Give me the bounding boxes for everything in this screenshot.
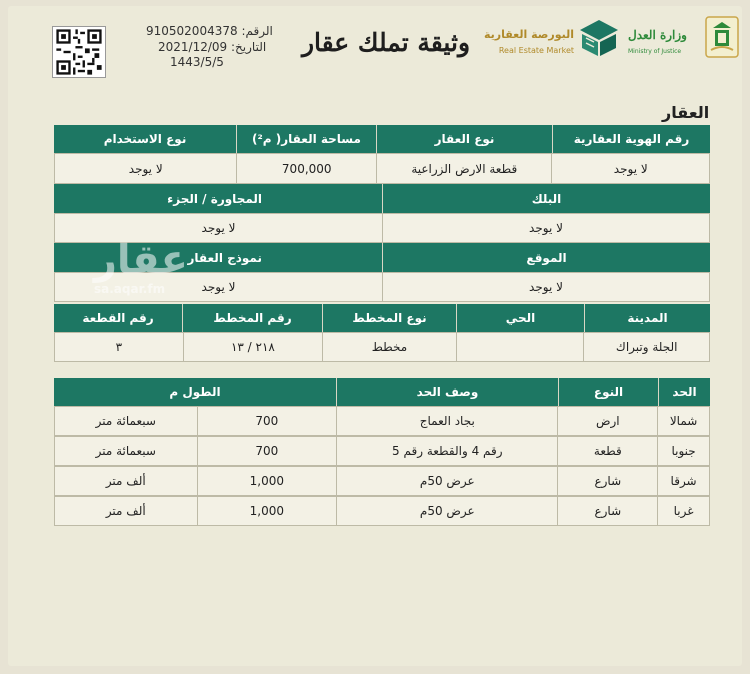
value-plan-number: ٢١٨ / ١٣ (183, 333, 323, 361)
value-block: لا يوجد (382, 214, 709, 242)
logo-market-en: Real Estate Market (498, 46, 574, 55)
logo-justice-ar: وزارة العدل (628, 28, 687, 42)
boundary-length-words: سبعمائة متر (95, 414, 156, 428)
boundary-length-number: 700 (197, 437, 337, 465)
header-length: الطول م (169, 385, 221, 399)
boundary-direction: جنوبا (657, 437, 709, 465)
boundary-length-words: ألف متر (105, 474, 146, 488)
watermark-text-en: sa.aqar.fm (94, 282, 166, 296)
header-boundary: الحد (658, 378, 710, 406)
header-boundary-description: وصف الحد (336, 378, 558, 406)
boundary-description: عرض 50م (336, 497, 557, 525)
table-row (54, 496, 710, 526)
boundary-length-number: 1,000 (197, 467, 337, 495)
value-property-id: لا يوجد (551, 154, 709, 183)
property-header-row-1 (54, 125, 710, 153)
logo-market-ar: البورصة العقارية (483, 28, 574, 41)
value-property-model: لا يوجد (201, 280, 236, 294)
boundary-direction: شمالا (657, 407, 709, 435)
property-header-row-2 (54, 184, 710, 213)
header-location: الموقع (382, 243, 710, 272)
property-value-row-4 (54, 332, 710, 362)
header-plan-type: نوع المخطط (322, 304, 456, 332)
value-location: لا يوجد (382, 273, 709, 301)
document-page (8, 6, 742, 666)
date-gregorian: 2021/12/09 (158, 40, 228, 54)
table-row (54, 436, 710, 466)
header-plan-number: رقم المخطط (182, 304, 322, 332)
boundary-length-words: ألف متر (105, 504, 146, 518)
table-row (54, 466, 710, 496)
boundary-direction: غربا (657, 497, 709, 525)
justice-emblem-icon (705, 16, 739, 58)
header-property-id: رقم الهوية العقارية (552, 125, 710, 153)
boundary-description: بجاد العماج (336, 407, 557, 435)
boundary-type: شارع (557, 467, 657, 495)
value-district (456, 333, 584, 361)
boundaries-header-row (54, 378, 710, 406)
header-boundary-type: النوع (558, 378, 658, 406)
header-usage-type: نوع الاستخدام (103, 132, 187, 146)
date-hijri: 1443/5/5 (170, 55, 224, 69)
document-date (158, 40, 266, 54)
header-city: المدينة (584, 304, 710, 332)
header-block: البلك (382, 184, 710, 213)
market-building-icon (578, 18, 620, 58)
boundary-type: قطعة (557, 437, 657, 465)
header-property-type: نوع العقار (376, 125, 552, 153)
boundary-type: شارع (557, 497, 657, 525)
value-neighborhood-part: لا يوجد (201, 221, 236, 235)
watermark-text-ar: عقار (93, 237, 188, 283)
value-property-area: 700,000 (236, 154, 376, 183)
logo-justice-en: Ministry of Justice (628, 48, 682, 55)
header-neighborhood-part: المجاورة / الجزء (167, 191, 262, 206)
boundary-length-number: 700 (197, 407, 337, 435)
header-property-area: مساحة العقار( م²) (236, 125, 376, 153)
section-title-property: العقار (662, 103, 710, 122)
qr-code-icon (52, 26, 106, 78)
table-row (54, 406, 710, 436)
boundary-type: ارض (557, 407, 657, 435)
value-plan-type: مخطط (322, 333, 456, 361)
number-label: الرقم: (241, 24, 273, 38)
number-value: 910502004378 (146, 24, 238, 38)
property-value-row-1 (54, 153, 710, 184)
value-usage-type: لا يوجد (128, 161, 163, 176)
date-label: التاريخ: (231, 40, 267, 54)
aqar-watermark (68, 238, 188, 308)
value-plot-number: ٣ (115, 340, 123, 354)
value-city: الجلة وتبراك (583, 333, 709, 361)
header-district: الحي (456, 304, 584, 332)
header-plot-number: رقم القطعة (82, 311, 154, 325)
boundary-length-words: سبعمائة متر (95, 444, 156, 458)
value-property-type: قطعة الارض الزراعية (376, 154, 551, 183)
real-estate-market-logo (483, 24, 574, 64)
property-header-row-4 (54, 304, 710, 332)
boundary-description: عرض 50م (336, 467, 557, 495)
document-title: وثيقة تملك عقار (301, 28, 471, 57)
boundary-description: رقم 4 والقطعة رقم 5 (336, 437, 557, 465)
document-number (146, 24, 273, 38)
boundary-length-number: 1,000 (197, 497, 337, 525)
header-property-model: نموذج العقار (187, 250, 262, 265)
boundary-direction: شرقا (657, 467, 709, 495)
